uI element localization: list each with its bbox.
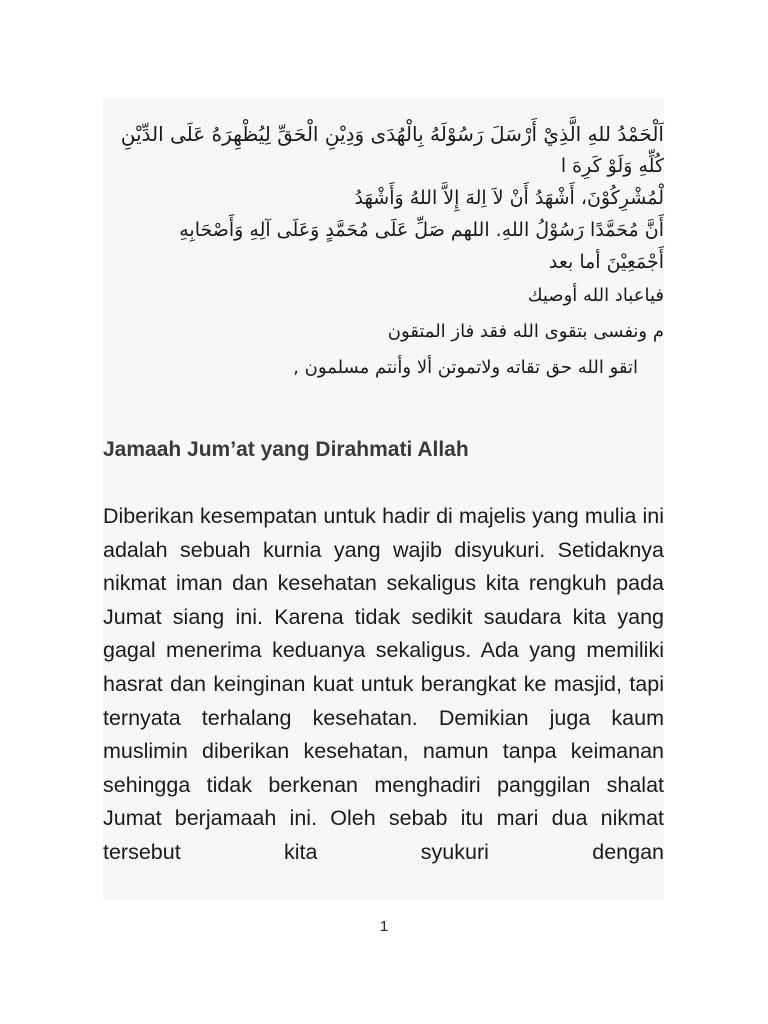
body-paragraph: Diberikan kesempatan untuk hadir di majelis yang mulia ini adalah sebuah kurnia yang wajib disyukuri. Setidaknya nikmat iman dan kesehatan sekaligus kita rengkuh pada Jumat siang ini. Karena tidak sedikit saudara kita yang gagal menerima keduanya sekaligus. Ada yang memiliki hasrat dan keinginan kuat untuk berangkat ke masjid, tapi ternyata terhalang kesehatan. Demikian juga kaum muslimin diberikan kesehatan, namun tanpa keimanan sehingga tidak berkenan menghadiri panggilan shalat Jumat berjamaah ini. Oleh sebab itu mari dua nikmat tersebut kita syukuri dengan [103,504,664,864]
arabic-line: م ونفسى بتقوى الله فقد فاز المتقون [387,321,664,342]
arabic-line: اَلْحَمْدُ للهِ الَّذِيْ أَرْسَلَ رَسُوْلَهُ بِالْهُدَى وَدِيْنِ الْحَقِّ لِيُظْهِرَهُ عَلَى الدِّيْنِ [120,122,664,146]
arabic-line: أَنَّ مُحَمَّدًا رَسُوْلُ اللهِ. اللهم صَلِّ عَلَى مُحَمَّدٍ وَعَلَى آلِهِ وَأَصْحَابِهِ [179,219,664,241]
arabic-line: كُلِّهِ وَلَوْ كَرِهَ ا [560,155,664,177]
page-number: 1 [379,918,389,935]
arabic-line: اتقو الله حق تقاته ولاتموتن ألا وأنتم مسلمون , [293,357,638,378]
arabic-opening-prayer [103,118,664,386]
arabic-line: فياعباد الله أوصيك [527,285,664,306]
arabic-line: أَجْمَعِيْنَ أما بعد [548,251,664,273]
arabic-line: لْمُشْرِكُوْنَ، أَشْهَدُ أَنْ لاَ اِلهَ إِلاَّ اللهُ وَأَشْهَدُ [354,187,664,209]
section-heading: Jamaah Jum’at yang Dirahmati Allah [103,438,469,461]
